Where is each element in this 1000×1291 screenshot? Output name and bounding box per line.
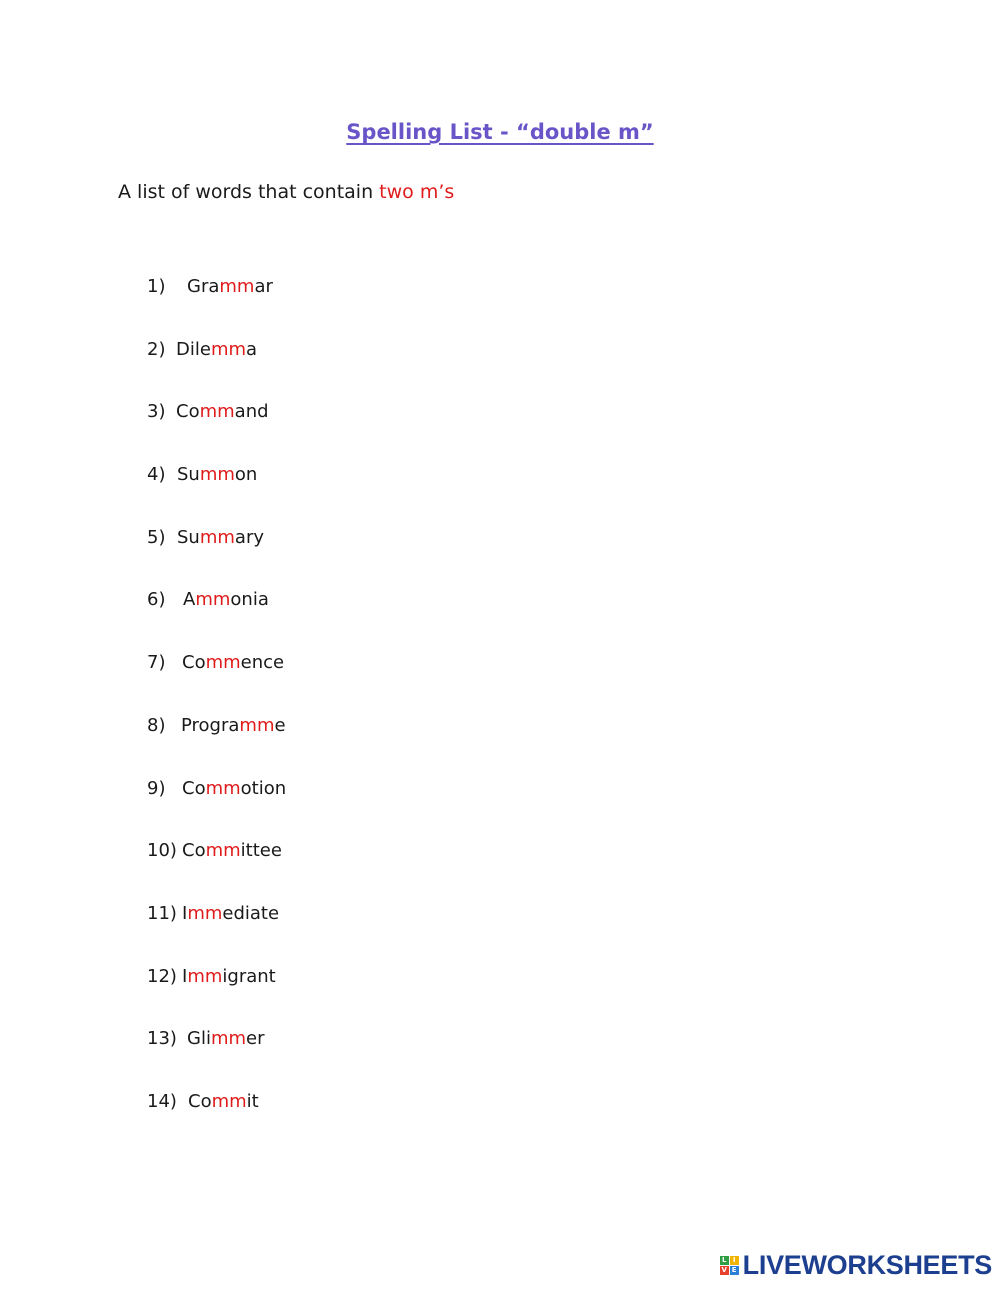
double-m-highlight: mm (205, 652, 241, 674)
list-item (147, 778, 286, 841)
word-part: igrant (222, 965, 276, 987)
liveworksheets-brand (720, 1250, 992, 1281)
page-title: Spelling List - “double m” (346, 120, 654, 144)
item-number: 6) (147, 589, 166, 611)
double-m-highlight: mm (211, 1090, 247, 1112)
logo-tile: I (730, 1256, 739, 1265)
spelling-word (182, 840, 282, 861)
word-part: Su (177, 464, 200, 486)
spelling-word (187, 276, 273, 297)
item-number: 7) (147, 652, 166, 674)
intro-text (118, 181, 454, 203)
list-item (147, 339, 286, 402)
item-number: 8) (147, 714, 166, 736)
double-m-highlight: mm (239, 714, 275, 736)
word-part: Gli (187, 1028, 211, 1050)
double-m-highlight: mm (205, 840, 241, 862)
word-part: I (182, 902, 188, 924)
spelling-word (188, 1091, 259, 1112)
item-number: 10) (147, 840, 177, 862)
word-part: Co (182, 777, 206, 799)
item-number: 12) (147, 965, 177, 987)
spelling-word (182, 966, 276, 987)
list-item (147, 903, 286, 966)
liveworksheets-logo-icon (720, 1256, 739, 1275)
item-number: 9) (147, 777, 166, 799)
word-part: er (246, 1028, 265, 1050)
logo-tile: E (730, 1266, 739, 1275)
list-item (147, 1091, 286, 1154)
double-m-highlight: mm (187, 965, 223, 987)
spelling-word (176, 339, 257, 360)
spelling-word (182, 778, 286, 799)
word-part: e (274, 714, 286, 736)
list-item (147, 652, 286, 715)
word-part: ediate (222, 902, 280, 924)
list-item (147, 840, 286, 903)
spelling-word (177, 527, 264, 548)
double-m-highlight: mm (210, 1028, 247, 1050)
spelling-word (181, 715, 286, 736)
list-item (147, 589, 286, 652)
word-list (147, 276, 286, 1154)
intro-prefix: A list of words that contain (118, 181, 380, 203)
double-m-highlight: mm (210, 338, 247, 360)
list-item (147, 1028, 286, 1091)
list-item (147, 966, 286, 1029)
word-part: Co (188, 1090, 212, 1112)
spelling-word (187, 1028, 265, 1049)
word-part: a (246, 338, 258, 360)
word-part: on (234, 464, 258, 486)
word-part: Progra (181, 714, 240, 736)
item-number: 4) (147, 464, 166, 486)
double-m-highlight: mm (205, 777, 241, 799)
item-number: 2) (147, 338, 166, 360)
word-part: Co (176, 401, 200, 423)
word-part: Dile (176, 338, 211, 360)
double-m-highlight: mm (187, 902, 223, 924)
list-item (147, 276, 286, 339)
item-number: 5) (147, 526, 166, 548)
item-number: 3) (147, 401, 166, 423)
spelling-word (177, 464, 257, 485)
word-part: ar (254, 276, 273, 297)
item-number: 11) (147, 902, 177, 924)
logo-tile: V (721, 1266, 727, 1274)
list-item (147, 527, 286, 590)
item-number: 13) (147, 1028, 177, 1050)
list-item (147, 401, 286, 464)
spelling-word (183, 589, 269, 610)
word-part: Gra (187, 276, 220, 297)
double-m-highlight: mm (199, 401, 235, 423)
word-part: otion (240, 777, 287, 799)
item-number: 1) (147, 276, 166, 297)
double-m-highlight: mm (199, 464, 235, 486)
word-part: A (183, 589, 196, 611)
spelling-word (176, 401, 269, 422)
logo-tile: L (720, 1256, 729, 1265)
word-part: ittee (240, 840, 282, 862)
word-part: Su (177, 526, 200, 548)
item-number: 14) (147, 1090, 177, 1112)
list-item (147, 715, 286, 778)
word-part: ary (234, 526, 265, 548)
word-part: and (234, 401, 269, 423)
word-part: I (182, 965, 188, 987)
list-item (147, 464, 286, 527)
spelling-word (182, 903, 279, 924)
word-part: Co (182, 840, 206, 862)
word-part: it (246, 1090, 259, 1112)
word-part: Co (182, 652, 206, 674)
double-m-highlight: mm (219, 276, 255, 297)
double-m-highlight: mm (199, 526, 235, 548)
brand-text: LIVEWORKSHEETS (742, 1250, 992, 1280)
word-part: ence (240, 652, 285, 674)
spelling-word (182, 652, 284, 673)
intro-highlight: two m’s (379, 181, 455, 203)
word-part: onia (230, 589, 269, 611)
double-m-highlight: mm (195, 589, 231, 611)
